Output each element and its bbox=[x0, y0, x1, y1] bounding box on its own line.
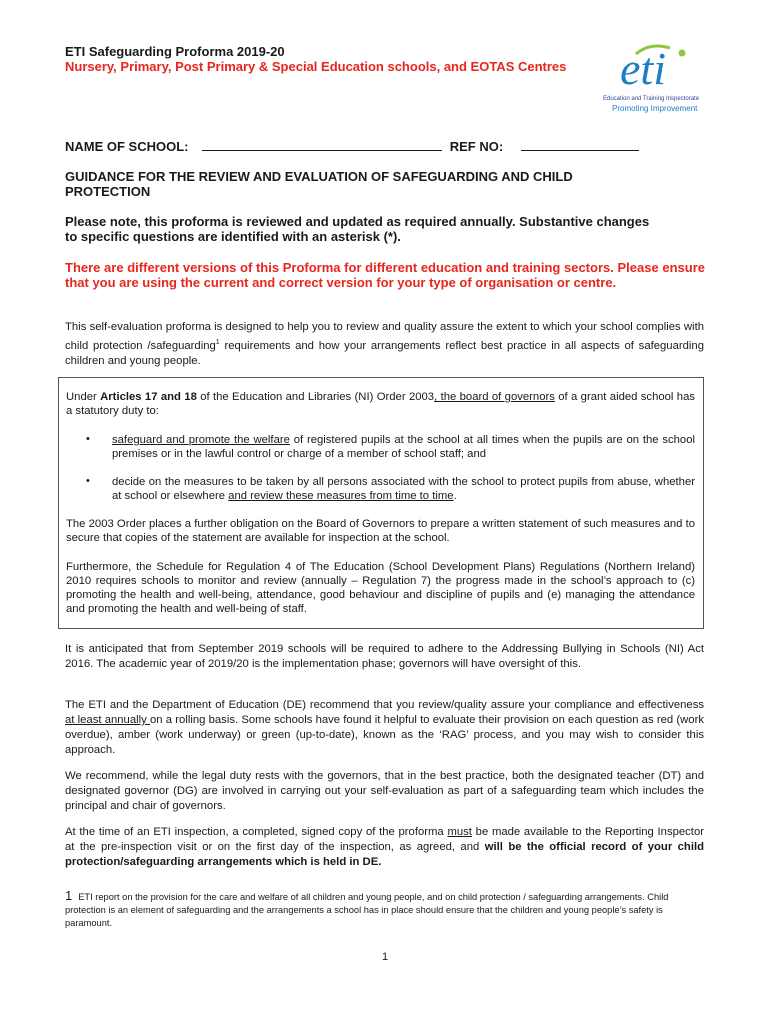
inspection-pre: At the time of an ETI inspection, a completed, signed copy of the proforma bbox=[65, 826, 448, 838]
inspection-mid: be made available to the Reporting Inspector at the pre-inspection visit or on the first day of the inspection, as agreed, and bbox=[65, 826, 704, 853]
box-p1-mid: of the Education and Libraries (NI) Order 2003 bbox=[196, 391, 435, 403]
box-p1-bold: Articles 17 and 18 bbox=[100, 391, 197, 403]
bullet2-pre: decide on the measures to be taken by all persons associated with the school to protect pupils from abuse, whether at school or elsewhere bbox=[112, 476, 695, 502]
bullet2-underlined: and review these measures from time to time bbox=[228, 490, 454, 502]
school-name-field[interactable] bbox=[202, 140, 442, 151]
footnote-number: 1 bbox=[65, 888, 73, 903]
box-schedule-paragraph: Furthermore, the Schedule for Regulation 4 of The Education (School Development Plans) Regulations (Northern Ireland) 2010 requires schools to monitor and review (annually – Regulation 7) the progress made in the school’s approach to (c) promoting the health and well-being, attendance, good behaviour and discipline of pupils and (e) managing the attendance and promoting the health and well-being of staff. bbox=[66, 561, 695, 615]
intro-text-cont: requirements and how your arrangements reflect best practice in all aspects of safeguarding children and young people. bbox=[65, 339, 704, 367]
box-p1-post: of a grant aided school has a statutory duty to: bbox=[66, 391, 696, 417]
box-order-paragraph: The 2003 Order places a further obligation on the Board of Governors to prepare a written statement of such measures and to secure that copies of the statement are available for inspection at the school. bbox=[66, 518, 695, 544]
ref-no-field[interactable] bbox=[521, 140, 639, 151]
footnote-text: ETI report on the provision for the care and welfare of all children and young people, and on child protection / safeguarding arrangements. Child protection is an element of safeguarding and the arrangements a school has in place should ensure that the children and young people’s safety is paramount. bbox=[65, 892, 669, 928]
version-warning: There are different versions of this Proforma for different education and training sectors. Please ensure that you are using the current and correct version for your type of organisation or centre. bbox=[65, 260, 705, 290]
eti-logo-text: eti bbox=[620, 43, 666, 94]
recommend1-post: on a rolling basis. Some schools have found it helpful to evaluate their provision on each question as red (work overdue), amber (work underway) or green (up-to-date), known as the ‘RAG’ process, and you may wish to consider this approach. bbox=[65, 714, 704, 756]
bullet1-rest: of registered pupils at the school at all times when the pupils are on the school premises or in the lawful control or charge of a member of school staff; and bbox=[112, 434, 695, 460]
box-p1-underlined: , the board of governors bbox=[434, 391, 555, 403]
document-title: ETI Safeguarding Proforma 2019-20 bbox=[65, 44, 285, 59]
bullet1-underlined: safeguard and promote the welfare bbox=[112, 434, 290, 446]
guidance-heading: GUIDANCE FOR THE REVIEW AND EVALUATION OF SAFEGUARDING AND CHILD PROTECTION bbox=[65, 169, 573, 199]
recommend1-underlined: at least annually bbox=[65, 714, 150, 726]
footnote bbox=[65, 889, 705, 930]
inspection-underlined: must bbox=[447, 826, 472, 838]
ref-no-label: REF NO: bbox=[449, 139, 504, 154]
box-bullet-2 bbox=[112, 475, 695, 503]
eti-logo-mark bbox=[600, 40, 715, 95]
box-p1-pre: Under bbox=[66, 391, 101, 403]
school-name-label: NAME OF SCHOOL: bbox=[65, 139, 189, 154]
footnote-ref: 1 bbox=[215, 339, 220, 346]
document-subtitle: Nursery, Primary, Post Primary & Special Education schools, and EOTAS Centres bbox=[65, 59, 567, 74]
bullying-paragraph: It is anticipated that from September 2019 schools will be required to adhere to the Addressing Bullying in Schools (NI) Act 2016. The academic year of 2019/20 is the implementation phase; governors will have oversight of this. bbox=[65, 643, 704, 670]
recommend1-pre: The ETI and the Department of Education (DE) recommend that you review/quality assure your compliance and effectiveness bbox=[65, 699, 704, 711]
inspection-paragraph bbox=[65, 825, 704, 870]
eti-logo-slogan: Promoting Improvement bbox=[612, 104, 698, 113]
eti-logo-tagline: Education and Training Inspectorate bbox=[603, 96, 700, 102]
school-name-line bbox=[65, 139, 639, 154]
bullet-icon: • bbox=[86, 475, 90, 487]
bullet2-post: . bbox=[453, 490, 457, 502]
statutory-duty-box bbox=[58, 377, 704, 629]
box-articles-paragraph bbox=[66, 390, 695, 418]
inspection-bold: will be the official record of your child protection/safeguarding arrangements which is held in DE. bbox=[65, 841, 704, 868]
update-note: Please note, this proforma is reviewed and updated as required annually. Substantive changes to specific questions are identified with an asterisk (*). bbox=[65, 214, 650, 244]
box-bullet-1 bbox=[112, 433, 695, 461]
recommend-review-paragraph bbox=[65, 698, 704, 758]
intro-paragraph bbox=[65, 320, 704, 369]
page-number: 1 bbox=[381, 951, 389, 963]
intro-text: This self-evaluation proforma is designed to help you to review and quality assure the extent to which your school complies with child protection /safeguarding bbox=[65, 321, 704, 352]
recommend-team-paragraph: We recommend, while the legal duty rests with the governors, that in the best practice, both the designated teacher (DT) and designated governor (DG) are involved in carrying out your self-evaluation as part of a safeguarding team which includes the principal and chair of governors. bbox=[65, 770, 704, 812]
bullet-icon: • bbox=[86, 433, 90, 445]
eti-logo bbox=[600, 40, 715, 120]
